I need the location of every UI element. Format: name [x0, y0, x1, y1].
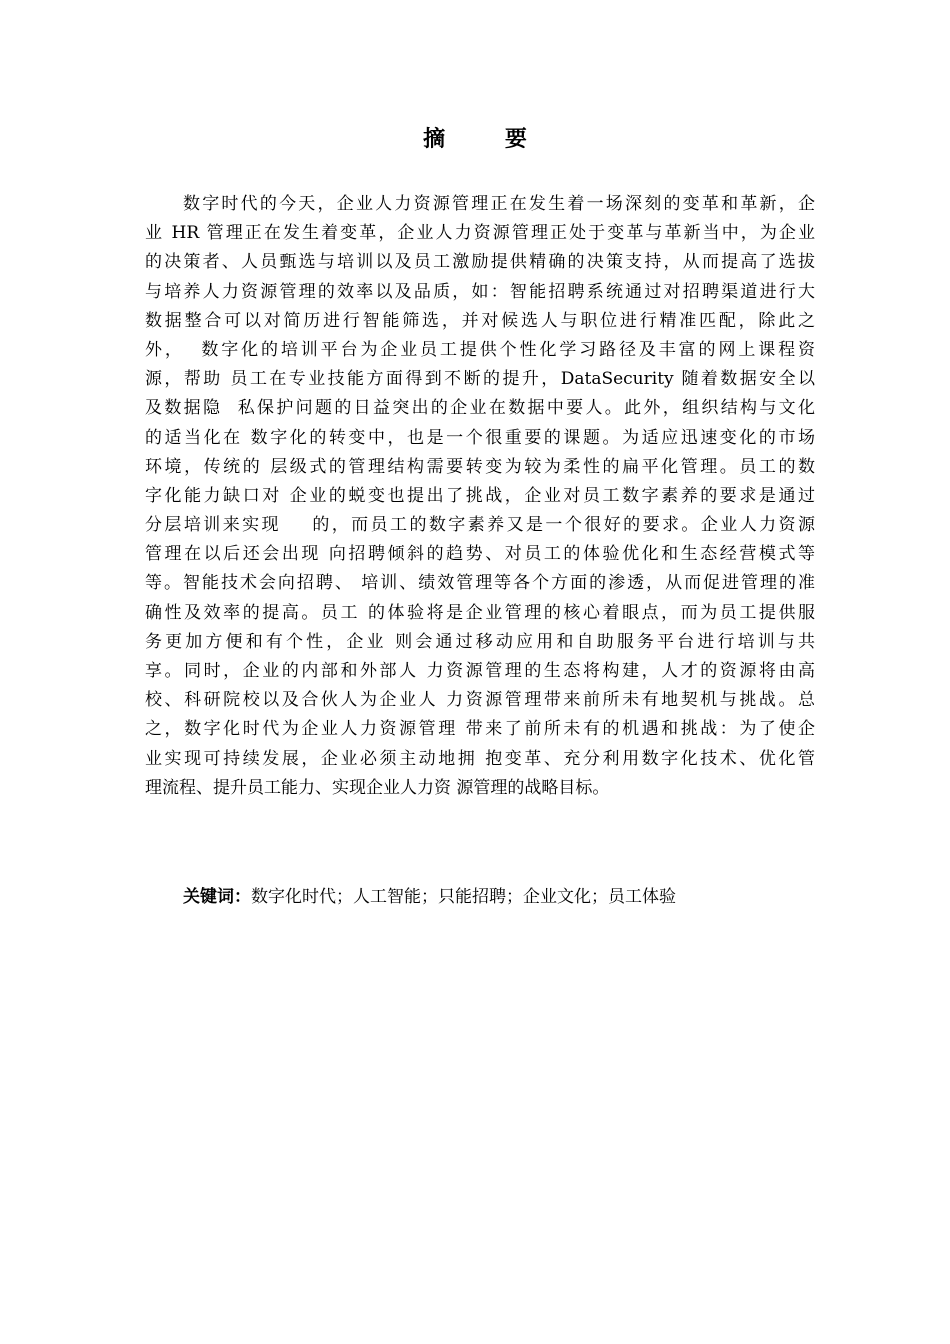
abstract-line: 字化能力缺口对 企业的蜕变也提出了挑战，企业对员工数字素养的要求是通过: [145, 485, 815, 506]
keywords-label: 关键词：: [183, 887, 251, 907]
abstract-line: 数字时代的今天，企业人力资源管理正在发生着一场深刻的变革和革新，企: [183, 194, 815, 214]
abstract-title: 摘 要: [423, 127, 553, 152]
abstract-line: 数据整合可以对简历进行智能筛选，并对候选人与职位进行精准匹配，除此之: [145, 310, 815, 331]
abstract-line: 务更加方便和有个性，企业 则会通过移动应用和自助服务平台进行培训与共: [145, 631, 815, 652]
abstract-line: 的决策者、人员甄选与培训以及员工激励提供精确的决策支持，从而提高了选拔: [145, 252, 815, 273]
abstract-line: 管理在以后还会出现 向招聘倾斜的趋势、对员工的体验优化和生态经营模式等: [145, 544, 815, 565]
abstract-line: 源，帮助 员工在专业技能方面得到不断的提升，DataSecurity 随着数据安全以: [145, 369, 815, 390]
abstract-line: 享。同时，企业的内部和外部人 力资源管理的生态将构建，人才的资源将由高: [145, 661, 815, 681]
abstract-line: 等。智能技术会向招聘、 培训、绩效管理等各个方面的渗透，从而促进管理的准: [145, 573, 815, 594]
abstract-line: 环境，传统的 层级式的管理结构需要转变为较为柔性的扁平化管理。员工的数: [145, 456, 815, 477]
abstract-line: 业 HR 管理正在发生着变革，企业人力资源管理正处于变革与革新当中，为企业: [145, 223, 815, 244]
abstract-line: 外， 数字化的培训平台为企业员工提供个性化学习路径及丰富的网上课程资: [145, 339, 815, 360]
keywords-line: [183, 883, 676, 912]
abstract-line: 理流程、提升员工能力、实现企业人力资 源管理的战略目标。: [145, 777, 610, 798]
abstract-line: 校、科研院校以及合伙人为企业人 力资源管理带来前所未有地契机与挑战。总: [145, 690, 815, 711]
abstract-line: 与培养人力资源管理的效率以及品质，如：智能招聘系统通过对招聘渠道进行大: [145, 281, 815, 302]
abstract-line: 业实现可持续发展，企业必须主动地拥 抱变革、充分利用数字化技术、优化管: [145, 748, 815, 769]
abstract-line: 的适当化在 数字化的转变中，也是一个很重要的课题。为适应迅速变化的市场: [145, 427, 815, 448]
abstract-body: [145, 190, 815, 803]
abstract-line: 分层培训来实现 的，而员工的数字素养又是一个很好的要求。企业人力资源: [145, 515, 815, 536]
abstract-line: 确性及效率的提高。员工 的体验将是企业管理的核心着眼点，而为员工提供服: [145, 602, 815, 623]
keywords-text: 数字化时代；人工智能；只能招聘；企业文化；员工体验: [251, 887, 676, 907]
abstract-line: 之，数字化时代为企业人力资源管理 带来了前所未有的机遇和挑战：为了使企: [145, 719, 815, 740]
abstract-line: 及数据隐 私保护问题的日益突出的企业在数据中要人。此外，组织结构与文化: [145, 398, 815, 419]
